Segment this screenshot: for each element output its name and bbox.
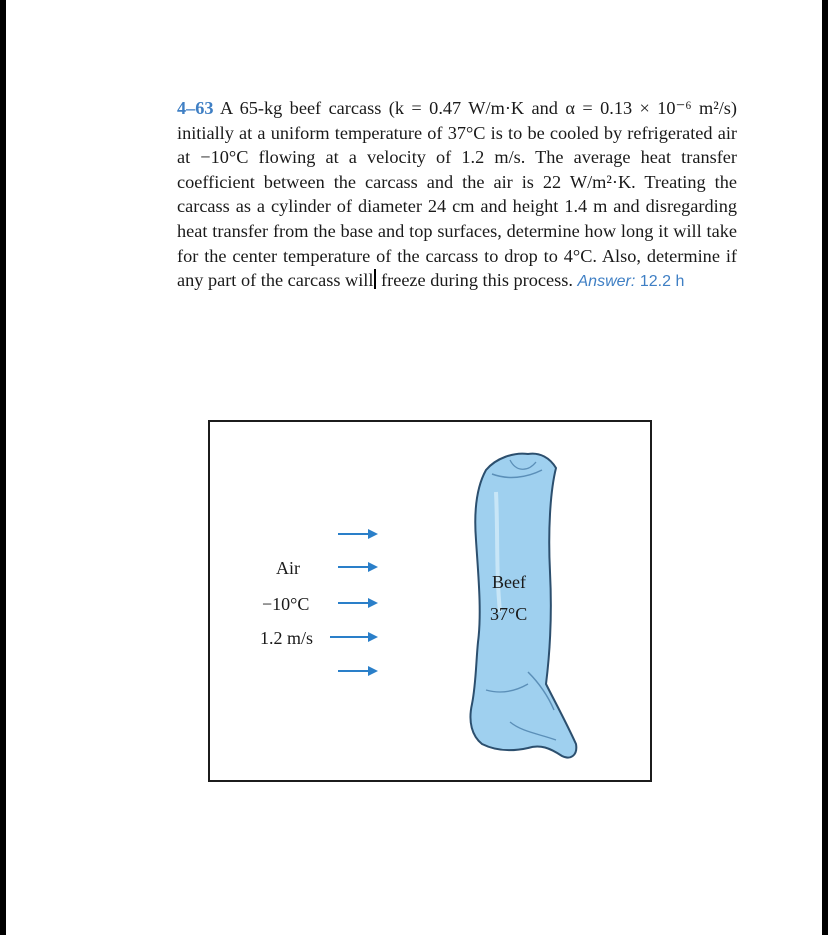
answer-label: Answer:	[577, 273, 636, 291]
problem-line-2: 10⁻⁶ m²/s) initially at a uniform temperature of 37°C is to be	[177, 98, 737, 143]
problem-number: 4–63	[177, 98, 214, 118]
arrow-3	[338, 598, 378, 608]
beef-label: Beef	[492, 572, 526, 592]
problem-line-8: long it will take for the center temperature of the carcass to	[177, 220, 737, 266]
air-flow-arrows	[330, 529, 378, 676]
problem-text	[177, 96, 737, 295]
answer-value: 12.2 h	[639, 273, 685, 291]
air-velocity-label: 1.2 m/s	[260, 628, 314, 648]
air-temperature-label: −10°C	[262, 594, 310, 614]
problem-line-10: freeze during this process.	[381, 270, 573, 291]
problem-line-3: cooled by refrigerated air at −10°C flowing at a velocity of	[177, 122, 737, 168]
arrow-1	[338, 529, 378, 539]
problem-line-7: heat transfer from the base and top surfaces, determine how	[177, 220, 617, 241]
problem-line-5: carcass and the air is 22 W/m²·K. Treating the carcass as a	[177, 171, 737, 217]
beef-temperature-label: 37°C	[490, 604, 528, 624]
problem-line-1: A 65-kg beef carcass (k = 0.47 W/m·K and α = 0.13 ×	[219, 98, 650, 118]
document-page	[6, 0, 822, 935]
text-cursor	[374, 269, 376, 289]
arrow-2	[338, 562, 378, 572]
problem-line-4: 1.2 m/s. The average heat transfer coefficient between the	[177, 147, 737, 192]
problem-line-9: drop to 4°C. Also, determine if any part of the carcass will	[177, 245, 737, 291]
problem-line-6: cylinder of diameter 24 cm and height 1.4 m and disregarding	[270, 196, 737, 217]
figure-frame	[208, 420, 652, 782]
arrow-4	[330, 632, 378, 642]
arrow-5	[338, 666, 378, 676]
air-label: Air	[276, 558, 300, 578]
